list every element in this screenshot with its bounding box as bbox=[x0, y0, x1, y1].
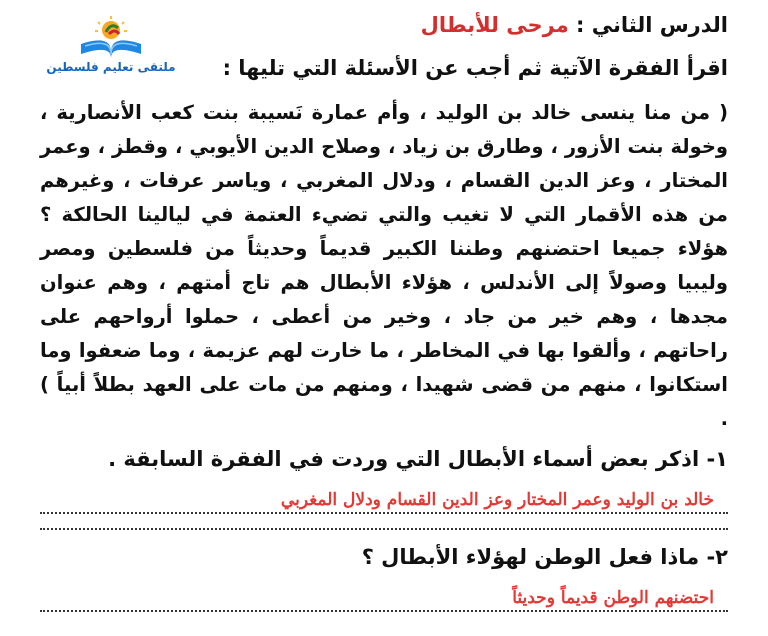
question-1: ١- اذكر بعض أسماء الأبطال التي وردت في الفقرة السابقة . bbox=[108, 447, 728, 471]
question-2: ٢- ماذا فعل الوطن لهؤلاء الأبطال ؟ bbox=[361, 545, 728, 569]
answer-line-1b bbox=[40, 514, 728, 530]
answer-line-1 bbox=[40, 480, 728, 514]
lesson-header bbox=[40, 10, 728, 40]
lesson-title: مرحى للأبطال bbox=[420, 13, 569, 37]
answer-1: خالد بن الوليد وعمر المختار وعز الدين القسام ودلال المغربي bbox=[280, 490, 714, 510]
answer-2: احتضنهم الوطن قديماً وحديثاً bbox=[512, 588, 714, 608]
reading-passage: ( من منا ينسى خالد بن الوليد ، وأم عمارة نَسيبة بنت كعب الأنصارية ، وخولة بنت الأزور ، وطارق بن زياد ، وصلاح الدين الأيوبي ، وقطز ، وعمر المختار ، وعز الدين القسام ، ودلال المغربي ، وياسر عرفات ، وغيرهم من هذه الأقمار التي لا تغيب والتي تضيء العتمة في ليالينا الحالكة ؟ هؤلاء جميعا احتضنهم وطننا الكبير قديماً وحديثاً من فلسطين ومصر وليبيا وصولاً إلى الأندلس ، هؤلاء الأبطال هم تاج أمتهم ، وهم عنوان مجدها ، وهم خير من جاد ، وخير من أعطى ، حملوا أرواحهم على راحاتهم ، وألقوا بها في المخاطر ، ما خارت لهم عزيمة ، وما ضعفوا وما استكانوا ، منهم من قضى شهيدا ، ومنهم من مات على العهد بطلاً أبياً ) . bbox=[40, 101, 728, 430]
logo-caption: ملتقى تعليم فلسطين bbox=[46, 60, 176, 74]
worksheet-content bbox=[40, 10, 728, 612]
answer-line-2 bbox=[40, 578, 728, 612]
instruction-text: اقرأ الفقرة الآتية ثم أجب عن الأسئلة التي تليها : bbox=[222, 56, 728, 80]
lesson-number: الدرس الثاني : bbox=[576, 13, 728, 37]
